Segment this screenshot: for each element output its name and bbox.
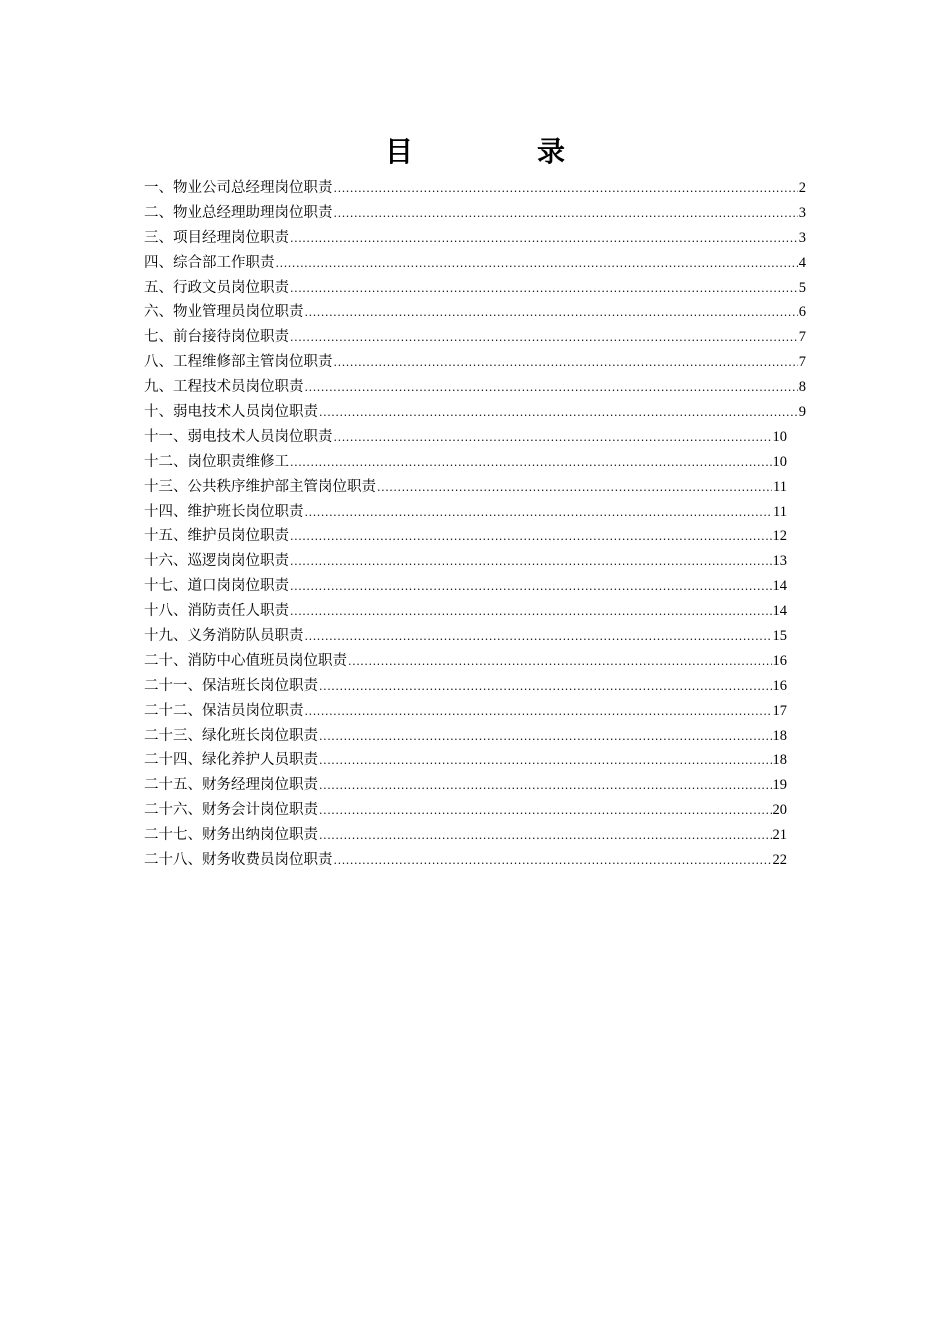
- toc-entry[interactable]: [144, 674, 787, 699]
- toc-entry-page-number: 5: [798, 279, 806, 296]
- toc-entry-page-number: 3: [798, 229, 806, 246]
- toc-entry-page-number: 22: [772, 852, 787, 869]
- toc-entry-page-number: 6: [798, 304, 806, 321]
- toc-entry-page-number: 14: [772, 603, 787, 620]
- toc-entry-page-number: 4: [798, 254, 806, 271]
- toc-entry-page-number: 7: [798, 354, 806, 371]
- toc-entry[interactable]: [144, 699, 787, 724]
- toc-entry-label: 十六、巡逻岗岗位职责: [144, 553, 289, 570]
- toc-entry-page-number: 19: [772, 777, 787, 794]
- toc-dot-leader: [319, 824, 772, 849]
- toc-entry-label: 二十八、财务收费员岗位职责: [144, 852, 333, 869]
- toc-dot-leader: [319, 401, 798, 426]
- toc-entry-label: 二十三、绿化班长岗位职责: [144, 727, 318, 744]
- toc-entry[interactable]: [144, 450, 787, 475]
- toc-entry[interactable]: [144, 599, 787, 624]
- toc-entry-label: 二十、消防中心值班员岗位职责: [144, 652, 347, 669]
- toc-dot-leader: [290, 227, 798, 252]
- toc-entry-page-number: 11: [773, 478, 787, 495]
- toc-entry[interactable]: [144, 649, 787, 674]
- toc-entry-page-number: 13: [772, 553, 787, 570]
- toc-dot-leader: [334, 351, 798, 376]
- toc-entry[interactable]: [144, 425, 787, 450]
- toc-dot-leader: [334, 177, 798, 202]
- toc-entry[interactable]: [144, 524, 787, 549]
- toc-entry[interactable]: [144, 823, 787, 848]
- toc-entry-page-number: 9: [798, 404, 806, 421]
- toc-entry-page-number: 17: [772, 702, 787, 719]
- toc-entry-label: 十、弱电技术人员岗位职责: [144, 404, 318, 421]
- toc-entry[interactable]: [144, 624, 787, 649]
- toc-dot-leader: [290, 575, 772, 600]
- toc-dot-leader: [319, 774, 772, 799]
- toc-dot-leader: [348, 650, 772, 675]
- toc-dot-leader: [319, 749, 772, 774]
- toc-entry-label: 八、工程维修部主管岗位职责: [144, 354, 333, 371]
- toc-entry[interactable]: [144, 773, 787, 798]
- toc-dot-leader: [290, 525, 772, 550]
- toc-entry-page-number: 7: [798, 329, 806, 346]
- toc-dot-leader: [334, 426, 772, 451]
- toc-dot-leader: [319, 675, 772, 700]
- toc-entry-label: 十五、维护员岗位职责: [144, 528, 289, 545]
- toc-entry[interactable]: [144, 549, 787, 574]
- toc-entry[interactable]: [144, 400, 806, 425]
- toc-entry-label: 六、物业管理员岗位职责: [144, 304, 304, 321]
- toc-entry-label: 二、物业总经理助理岗位职责: [144, 204, 333, 221]
- toc-entry[interactable]: [144, 201, 806, 226]
- toc-entry-label: 五、行政文员岗位职责: [144, 279, 289, 296]
- toc-entry-page-number: 2: [798, 180, 806, 196]
- toc-entry-label: 九、工程技术员岗位职责: [144, 379, 304, 396]
- toc-entry-label: 十一、弱电技术人员岗位职责: [144, 428, 333, 445]
- toc-entry-label: 十三、公共秩序维护部主管岗位职责: [144, 478, 376, 495]
- toc-entry-page-number: 21: [772, 827, 787, 844]
- toc-entry-page-number: 20: [772, 802, 787, 819]
- toc-entry[interactable]: [144, 574, 787, 599]
- toc-entry-page-number: 15: [772, 628, 787, 645]
- toc-entry-label: 二十七、财务出纳岗位职责: [144, 827, 318, 844]
- toc-dot-leader: [319, 799, 772, 824]
- toc-dot-leader: [290, 600, 772, 625]
- toc-entry-page-number: 3: [798, 204, 806, 221]
- toc-entry-label: 十九、义务消防队员职责: [144, 628, 304, 645]
- toc-entry[interactable]: [144, 475, 787, 500]
- toc-dot-leader: [305, 376, 798, 401]
- toc-entry[interactable]: [144, 251, 806, 276]
- toc-entry-label: 二十五、财务经理岗位职责: [144, 777, 318, 794]
- toc-entry-label: 十七、道口岗岗位职责: [144, 578, 289, 595]
- toc-entry-page-number: 18: [772, 752, 787, 769]
- toc-entry-page-number: 14: [772, 578, 787, 595]
- toc-dot-leader: [290, 326, 798, 351]
- toc-entry[interactable]: [144, 325, 806, 350]
- toc-entry-label: 二十六、财务会计岗位职责: [144, 802, 318, 819]
- toc-dot-leader: [290, 451, 772, 476]
- toc-entry-page-number: 10: [772, 453, 787, 470]
- toc-title: 目 录: [384, 135, 613, 168]
- toc-entry[interactable]: [144, 748, 787, 773]
- toc-entry-page-number: 18: [772, 727, 787, 744]
- toc-entry[interactable]: [144, 798, 787, 823]
- toc-entry-page-number: 8: [798, 379, 806, 396]
- toc-dot-leader: [305, 301, 798, 326]
- toc-entry-page-number: 12: [772, 528, 787, 545]
- toc-entry[interactable]: [144, 176, 806, 201]
- toc-entry-label: 二十四、绿化养护人员职责: [144, 752, 318, 769]
- toc-entry-page-number: 10: [772, 428, 787, 445]
- toc-entry[interactable]: [144, 300, 806, 325]
- toc-dot-leader: [290, 277, 798, 302]
- toc-dot-leader: [290, 550, 772, 575]
- toc-entry[interactable]: [144, 848, 787, 873]
- toc-entry[interactable]: [144, 375, 806, 400]
- toc-dot-leader: [334, 202, 798, 227]
- toc-entry[interactable]: [144, 350, 806, 375]
- toc-entry-label: 四、综合部工作职责: [144, 254, 275, 271]
- toc-dot-leader: [305, 625, 772, 650]
- toc-dot-leader: [319, 725, 772, 750]
- toc-entry[interactable]: [144, 276, 806, 301]
- toc-entry-page-number: 11: [773, 503, 787, 520]
- toc-list: [144, 176, 806, 873]
- toc-dot-leader: [276, 252, 798, 277]
- toc-dot-leader: [305, 501, 773, 526]
- toc-entry-label: 十八、消防责任人职责: [144, 603, 289, 620]
- toc-entry[interactable]: [144, 226, 806, 251]
- toc-entry-label: 三、项目经理岗位职责: [144, 229, 289, 246]
- toc-entry-label: 七、前台接待岗位职责: [144, 329, 289, 346]
- toc-entry-page-number: 16: [772, 677, 787, 694]
- toc-dot-leader: [305, 700, 772, 725]
- toc-entry-page-number: 16: [772, 652, 787, 669]
- toc-dot-leader: [334, 849, 772, 874]
- toc-dot-leader: [377, 476, 772, 501]
- toc-entry-label: 一、物业公司总经理岗位职责: [144, 180, 333, 196]
- toc-entry-label: 十二、岗位职责维修工: [144, 453, 289, 470]
- toc-entry-label: 十四、维护班长岗位职责: [144, 503, 304, 520]
- toc-entry[interactable]: [144, 500, 787, 525]
- toc-entry-label: 二十二、保洁员岗位职责: [144, 702, 304, 719]
- toc-entry-label: 二十一、保洁班长岗位职责: [144, 677, 318, 694]
- toc-entry[interactable]: [144, 724, 787, 749]
